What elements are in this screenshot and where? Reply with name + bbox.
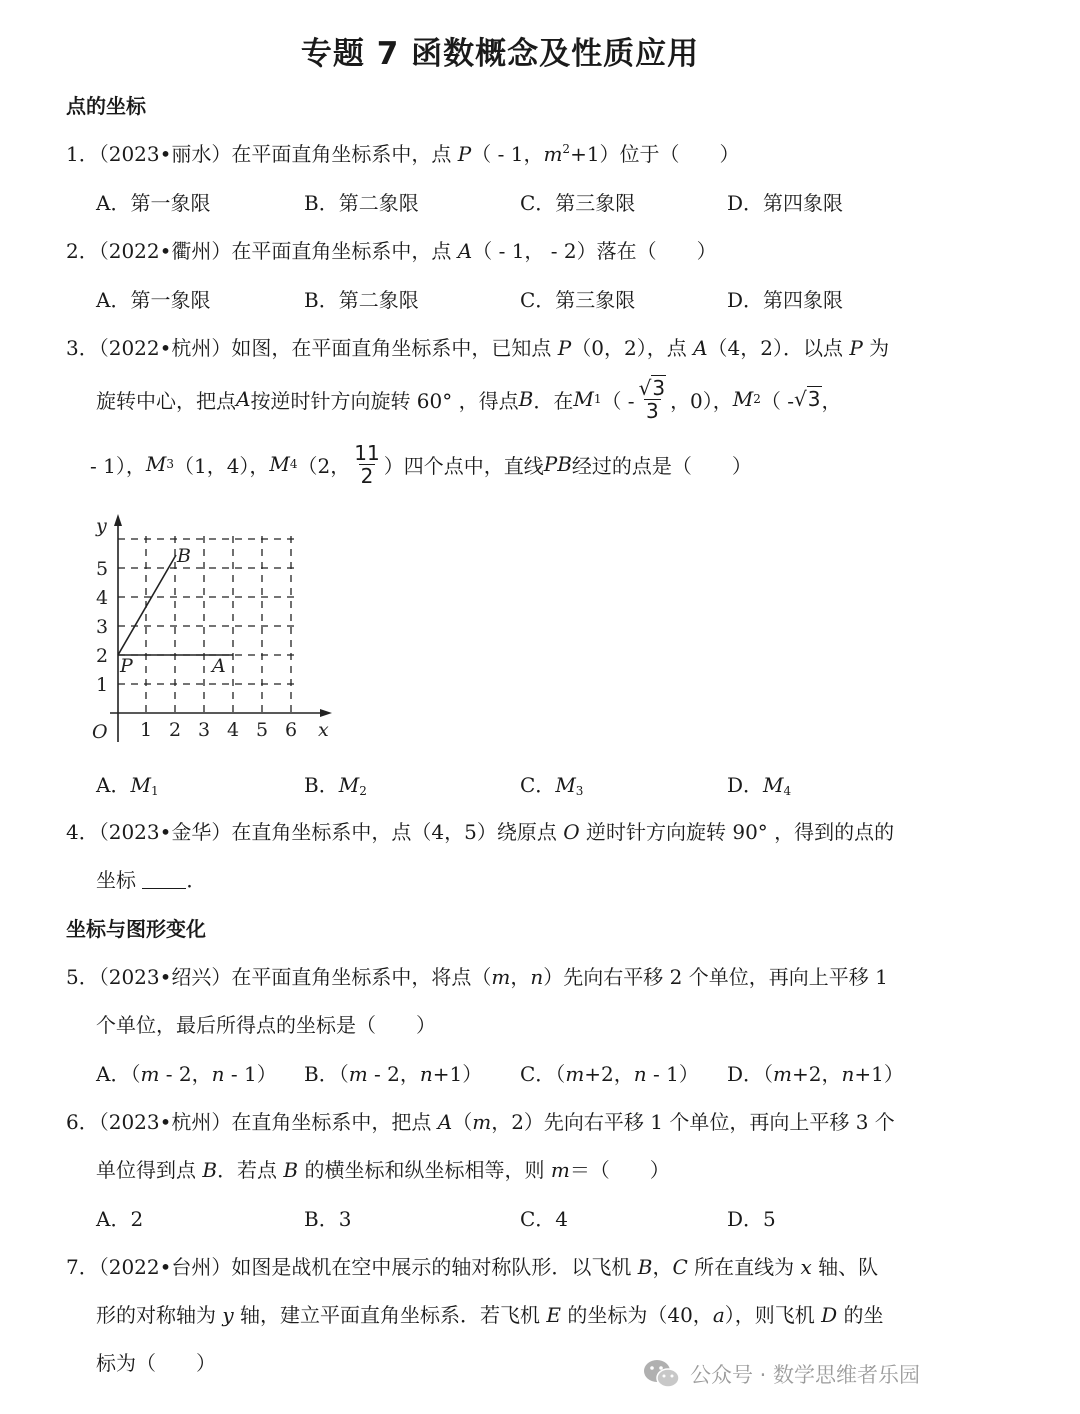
q3-text: （4，2）．以点 xyxy=(707,336,850,360)
x-tick-2: 2 xyxy=(169,719,182,741)
q7-text: ），则飞机 xyxy=(724,1303,822,1327)
q6-text: （ xyxy=(452,1110,473,1134)
q6-option-d: D．5 xyxy=(727,1207,776,1231)
x-axis-label: x xyxy=(318,719,329,741)
var-n: n xyxy=(419,1062,433,1086)
fraction-denominator: 3 xyxy=(645,398,659,423)
option-text: +1） xyxy=(854,1062,904,1086)
q3-var-m: M xyxy=(763,773,784,797)
q3-text: （1，4）， xyxy=(173,453,270,478)
q2-option-c: C．第三象限 xyxy=(520,288,636,312)
watermark-text: 公众号 · 数学思维者乐园 xyxy=(690,1363,921,1387)
q3-text: （0，2），点 xyxy=(571,336,694,360)
q3-text: 为 xyxy=(862,336,890,360)
q1-text: （ - 1， xyxy=(471,142,544,166)
q3-text: 旋转中心，把点 xyxy=(96,388,236,413)
q3-sqrt3: √3 xyxy=(794,387,821,411)
q5-option-b xyxy=(304,1058,482,1087)
q1-option-a: A．第一象限 xyxy=(96,191,211,215)
y-tick-5: 5 xyxy=(96,558,109,580)
y-axis-label: y xyxy=(96,515,107,537)
q3-var-m: M xyxy=(573,387,594,411)
option-text: - 1） xyxy=(224,1062,277,1086)
q3-var-b: B xyxy=(518,387,534,411)
question-7-line-3: 标为（ ） xyxy=(96,1351,216,1375)
option-text: +2， xyxy=(792,1062,842,1086)
q3-var-m: M xyxy=(732,387,754,411)
option-text: +2， xyxy=(584,1062,634,1086)
q6-text: ，2）先向右平移 1 个单位，再向上平移 3 个 xyxy=(491,1110,895,1134)
var-m: m xyxy=(140,1062,160,1086)
fraction-numerator: √3 xyxy=(638,375,666,400)
q3-var-m: M xyxy=(130,773,151,797)
q3-text: ，0）， xyxy=(670,388,733,413)
q6-var-b: B xyxy=(202,1158,218,1182)
q2-text: 2．（2022•衢州）在平面直角坐标系中，点 xyxy=(66,239,458,263)
option-prefix: C． xyxy=(520,773,556,797)
question-7-line-2 xyxy=(96,1299,884,1328)
q3-var-m: M xyxy=(555,773,576,797)
q6-text: ＝（ ） xyxy=(569,1158,670,1182)
q3-option-b xyxy=(304,769,367,798)
sqrt-radicand: 3 xyxy=(807,387,821,411)
q1-option-c: C．第三象限 xyxy=(520,191,636,215)
q7-text: 轴、队 xyxy=(811,1255,879,1279)
section-heading-point-coordinates: 点的坐标 xyxy=(66,94,146,118)
q3-text: （2， xyxy=(297,453,351,478)
q3-var-m: M xyxy=(338,773,360,797)
q6-var-m: m xyxy=(472,1110,492,1134)
q5-text: ）先向右平移 2 个单位，再向上平移 1 xyxy=(543,965,888,989)
option-text: - 1） xyxy=(646,1062,699,1086)
q3-text: ．在 xyxy=(533,388,574,413)
var-m: m xyxy=(348,1062,368,1086)
option-text: +1） xyxy=(432,1062,483,1086)
q3-text: （ - xyxy=(760,388,795,413)
y-tick-1: 1 xyxy=(96,674,109,696)
q1-text: 1．（2023•丽水）在平面直角坐标系中，点 xyxy=(66,142,458,166)
var-m: m xyxy=(773,1062,793,1086)
question-7-line-1 xyxy=(66,1251,878,1280)
y-axis-arrow-icon xyxy=(114,514,122,526)
q3-text: - 1）， xyxy=(90,453,146,478)
q6-text: 6．（2023•杭州）在直角坐标系中，把点 xyxy=(66,1110,438,1134)
q3-subscript: 1 xyxy=(150,784,159,798)
q1-option-d: D．第四象限 xyxy=(727,191,844,215)
q7-text: ， xyxy=(652,1255,673,1279)
q3-fraction-11-over-2 xyxy=(352,442,381,487)
question-6-line-1 xyxy=(66,1106,895,1135)
question-5-line-1 xyxy=(66,961,888,990)
q7-text: 7．（2022•台州）如图是战机在空中展示的轴对称队形．以飞机 xyxy=(66,1255,638,1279)
q3-option-c xyxy=(520,769,583,798)
q6-option-b: B．3 xyxy=(304,1207,352,1231)
y-tick-4: 4 xyxy=(96,587,109,609)
option-text: - 2， xyxy=(159,1062,212,1086)
q6-option-c: C．4 xyxy=(520,1207,569,1231)
q3-option-a xyxy=(96,769,159,798)
q5-option-a xyxy=(96,1058,277,1087)
q1-var-m: m xyxy=(543,142,563,166)
q4-text: ． xyxy=(186,868,207,892)
q3-subscript: 2 xyxy=(359,784,367,798)
q6-text: ．若点 xyxy=(217,1158,284,1182)
option-prefix: A． xyxy=(96,773,131,797)
q3-text: 经过的点是（ ） xyxy=(571,453,752,478)
fraction-numerator: 11 xyxy=(354,440,380,465)
section-heading-coordinate-transform: 坐标与图形变化 xyxy=(66,917,206,941)
q6-var-m: m xyxy=(550,1158,570,1182)
question-1 xyxy=(66,138,740,167)
wechat-icon xyxy=(642,1358,682,1390)
q2-var-a: A xyxy=(457,239,473,263)
var-n: n xyxy=(633,1062,647,1086)
option-text: - 2， xyxy=(367,1062,420,1086)
q3-var-a: A xyxy=(236,387,251,411)
q1-text: +1）位于（ ） xyxy=(570,142,740,166)
q7-var-x: x xyxy=(800,1255,812,1279)
q7-var-e: E xyxy=(546,1303,561,1327)
q4-var-o: O xyxy=(563,820,580,844)
q7-var-a: a xyxy=(712,1303,725,1327)
q7-var-b: B xyxy=(637,1255,653,1279)
question-6-line-2 xyxy=(96,1154,670,1183)
q3-subscript: 4 xyxy=(783,784,792,798)
q5-option-c xyxy=(520,1058,699,1087)
question-4-line-2 xyxy=(96,864,206,893)
q7-text: 的坐 xyxy=(837,1303,884,1327)
var-m: m xyxy=(565,1062,585,1086)
page-title: 专题 7 函数概念及性质应用 xyxy=(300,36,700,72)
q7-text: 所在直线为 xyxy=(687,1255,801,1279)
q3-text: ）四个点中，直线 xyxy=(383,453,544,478)
q4-text: 坐标 xyxy=(96,868,143,892)
sqrt-radicand: 3 xyxy=(652,375,666,400)
option-text: B．（ xyxy=(304,1062,349,1086)
q3-fraction-sqrt3-over-3 xyxy=(637,377,668,422)
point-a-label: A xyxy=(212,655,226,677)
q7-text: 形的对称轴为 xyxy=(96,1303,223,1327)
q1-var-p: P xyxy=(457,142,472,166)
x-tick-1: 1 xyxy=(140,719,153,741)
q3-var-p: P xyxy=(849,336,863,360)
x-axis-arrow-icon xyxy=(320,709,332,717)
q5-text: 5．（2023•绍兴）在平面直角坐标系中，将点（ xyxy=(66,965,492,989)
q1-option-b: B．第二象限 xyxy=(304,191,419,215)
question-2 xyxy=(66,235,717,264)
q3-var-a: A xyxy=(693,336,708,360)
q2-text: （ - 1， - 2）落在（ ） xyxy=(472,239,717,263)
x-tick-5: 5 xyxy=(256,719,269,741)
question-5-line-2: 个单位，最后所得点的坐标是（ ） xyxy=(96,1013,436,1037)
question-4-line-1 xyxy=(66,816,894,845)
q3-var-m: M xyxy=(269,452,290,476)
q7-text: 的坐标为（40， xyxy=(561,1303,713,1327)
origin-label: O xyxy=(92,721,108,743)
q6-var-a: A xyxy=(437,1110,453,1134)
wechat-watermark xyxy=(642,1358,920,1390)
q5-var-n: n xyxy=(530,965,544,989)
answer-blank[interactable] xyxy=(142,870,186,889)
var-n: n xyxy=(841,1062,855,1086)
option-text: A．（ xyxy=(96,1062,141,1086)
x-tick-6: 6 xyxy=(285,719,298,741)
question-3-line-2: 旋转中心，把点 A 按逆时针方向旋转 60° ，得点 B ．在 M 1 （ - $\frac{√3}{3}$ ，0）， M 2 （ - √3 ， xyxy=(96,375,842,423)
q3-text: ， xyxy=(821,388,842,413)
question-3-line-3: - 1）， M 3 （1，4）， M 4 （2， $\frac{11}{2}$ ）四个点中，直线 PB 经过的点是（ ） xyxy=(90,440,752,488)
q5-text: ， xyxy=(510,965,531,989)
option-prefix: D． xyxy=(727,773,764,797)
option-text: C．（ xyxy=(520,1062,566,1086)
q1-exponent: 2 xyxy=(562,142,571,156)
q3-text: 3．（2022•杭州）如图，在平面直角坐标系中，已知点 xyxy=(66,336,558,360)
q4-text: 逆时针方向旋转 90° ，得到的点的 xyxy=(579,820,895,844)
q4-text: 4．（2023•金华）在直角坐标系中，点（4，5）绕原点 xyxy=(66,820,564,844)
q6-text: 单位得到点 xyxy=(96,1158,203,1182)
point-p-label: P xyxy=(120,655,133,677)
q3-text: 按逆时针方向旋转 60° ，得点 xyxy=(250,388,519,413)
q7-text: 轴，建立平面直角坐标系．若飞机 xyxy=(233,1303,547,1327)
q3-subscript: 3 xyxy=(575,784,584,798)
option-prefix: B． xyxy=(304,773,339,797)
q2-option-d: D．第四象限 xyxy=(727,288,844,312)
q5-var-m: m xyxy=(491,965,511,989)
q5-option-d xyxy=(727,1058,904,1087)
y-tick-2: 2 xyxy=(96,645,109,667)
segment-pb xyxy=(118,555,176,655)
point-b-label: B xyxy=(177,545,191,567)
question-3-line-1 xyxy=(66,332,889,361)
q6-text: 的横坐标和纵坐标相等，则 xyxy=(298,1158,551,1182)
x-tick-4: 4 xyxy=(227,719,240,741)
q3-coordinate-graph xyxy=(88,508,348,748)
q3-option-d xyxy=(727,769,791,798)
q2-option-b: B．第二象限 xyxy=(304,288,419,312)
q3-var-m: M xyxy=(145,452,167,476)
x-tick-3: 3 xyxy=(198,719,211,741)
y-tick-3: 3 xyxy=(96,616,109,638)
q3-text: （ - xyxy=(601,388,635,413)
q7-var-d: D xyxy=(821,1303,838,1327)
q6-option-a: A．2 xyxy=(96,1207,144,1231)
q6-var-b: B xyxy=(283,1158,299,1182)
q2-option-a: A．第一象限 xyxy=(96,288,211,312)
option-text: D．（ xyxy=(727,1062,774,1086)
q7-var-y: y xyxy=(222,1303,234,1327)
var-n: n xyxy=(211,1062,225,1086)
fraction-denominator: 2 xyxy=(360,463,374,488)
q3-var-p: P xyxy=(557,336,572,360)
q7-var-c: C xyxy=(672,1255,688,1279)
q3-var-pb: PB xyxy=(543,452,572,476)
